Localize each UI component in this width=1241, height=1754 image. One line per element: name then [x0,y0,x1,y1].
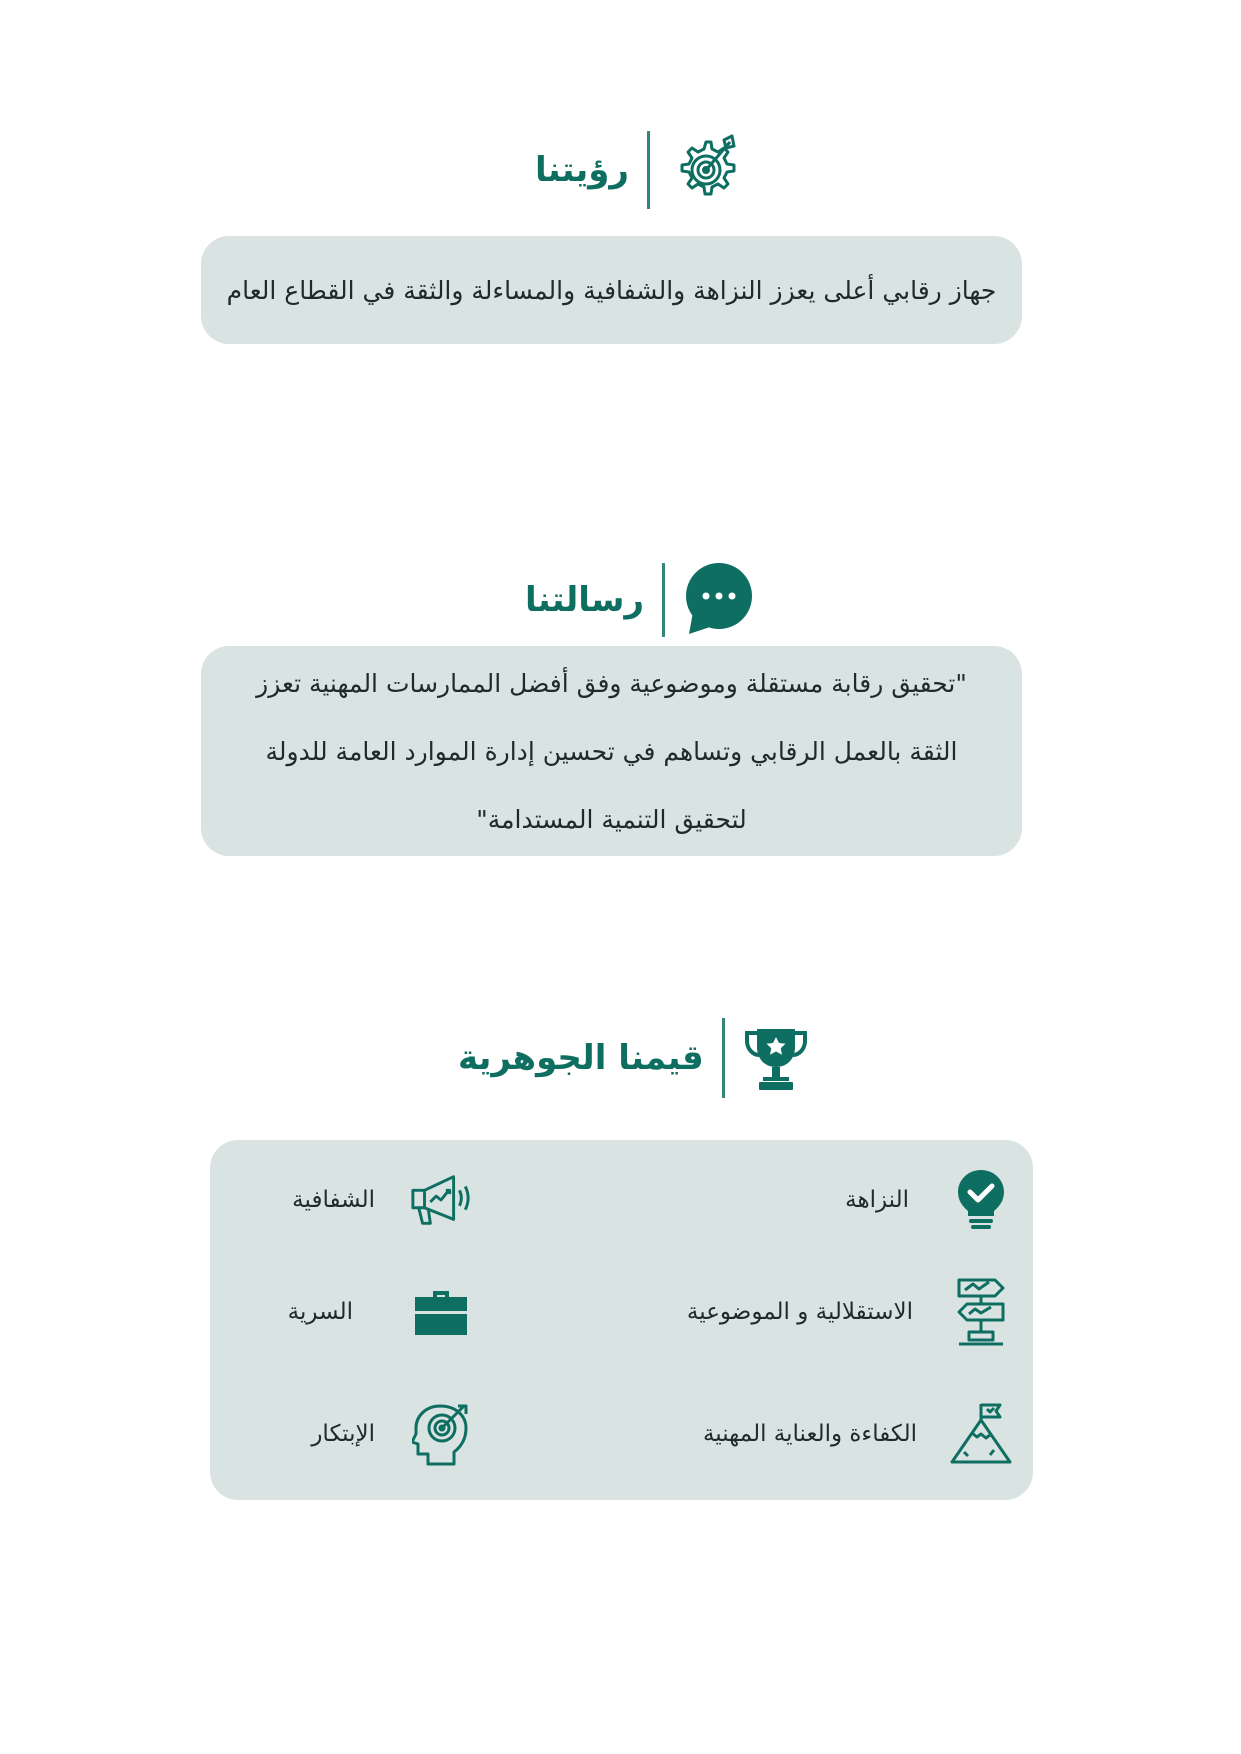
vision-heading [535,130,744,210]
value-label: السرية [287,1299,353,1325]
values-title: قيمنا الجوهرية [458,1038,704,1078]
value-item [703,1402,1013,1466]
vision-box [201,236,1022,344]
vision-text: جهاز رقابي أعلى يعزز النزاهة والشفافية والمساءلة والثقة في القطاع العام [226,275,997,305]
chat-bubble-icon [683,562,755,638]
value-label: الشفافية [292,1187,375,1213]
head-target-icon [409,1402,473,1466]
value-item [845,1168,1013,1232]
value-label: الاستقلالية و الموضوعية [686,1299,913,1325]
value-label: الكفاءة والعناية المهنية [702,1421,917,1447]
mountain-flag-icon [949,1402,1013,1466]
mission-divider [662,563,665,637]
value-item [311,1402,473,1466]
values-heading [458,1018,809,1098]
mission-line-2: الثقة بالعمل الرقابي وتساهم في تحسين إدارة الموارد العامة للدولة [265,737,958,766]
values-divider [722,1018,725,1098]
trophy-icon [743,1025,809,1091]
briefcase-icon [409,1280,473,1344]
value-item [687,1280,1013,1344]
signpost-icon [949,1280,1013,1344]
lightbulb-check-icon [949,1168,1013,1232]
value-item [288,1280,473,1344]
mission-line-1: "تحقيق رقابة مستقلة وموضوعية وفق أفضل الممارسات المهنية تعزز [256,669,967,698]
megaphone-chart-icon [409,1168,473,1232]
value-label: النزاهة [845,1187,909,1213]
mission-box [201,646,1022,856]
mission-line-3: لتحقيق التنمية المستدامة" [476,805,747,834]
value-label: الإبتكار [311,1421,375,1447]
vision-divider [647,131,650,209]
value-item [292,1168,473,1232]
vision-title: رؤيتنا [535,150,629,190]
mission-title: رسالتنا [525,580,645,620]
values-box [210,1140,1033,1500]
gear-target-icon [668,132,744,208]
mission-heading [525,560,755,640]
